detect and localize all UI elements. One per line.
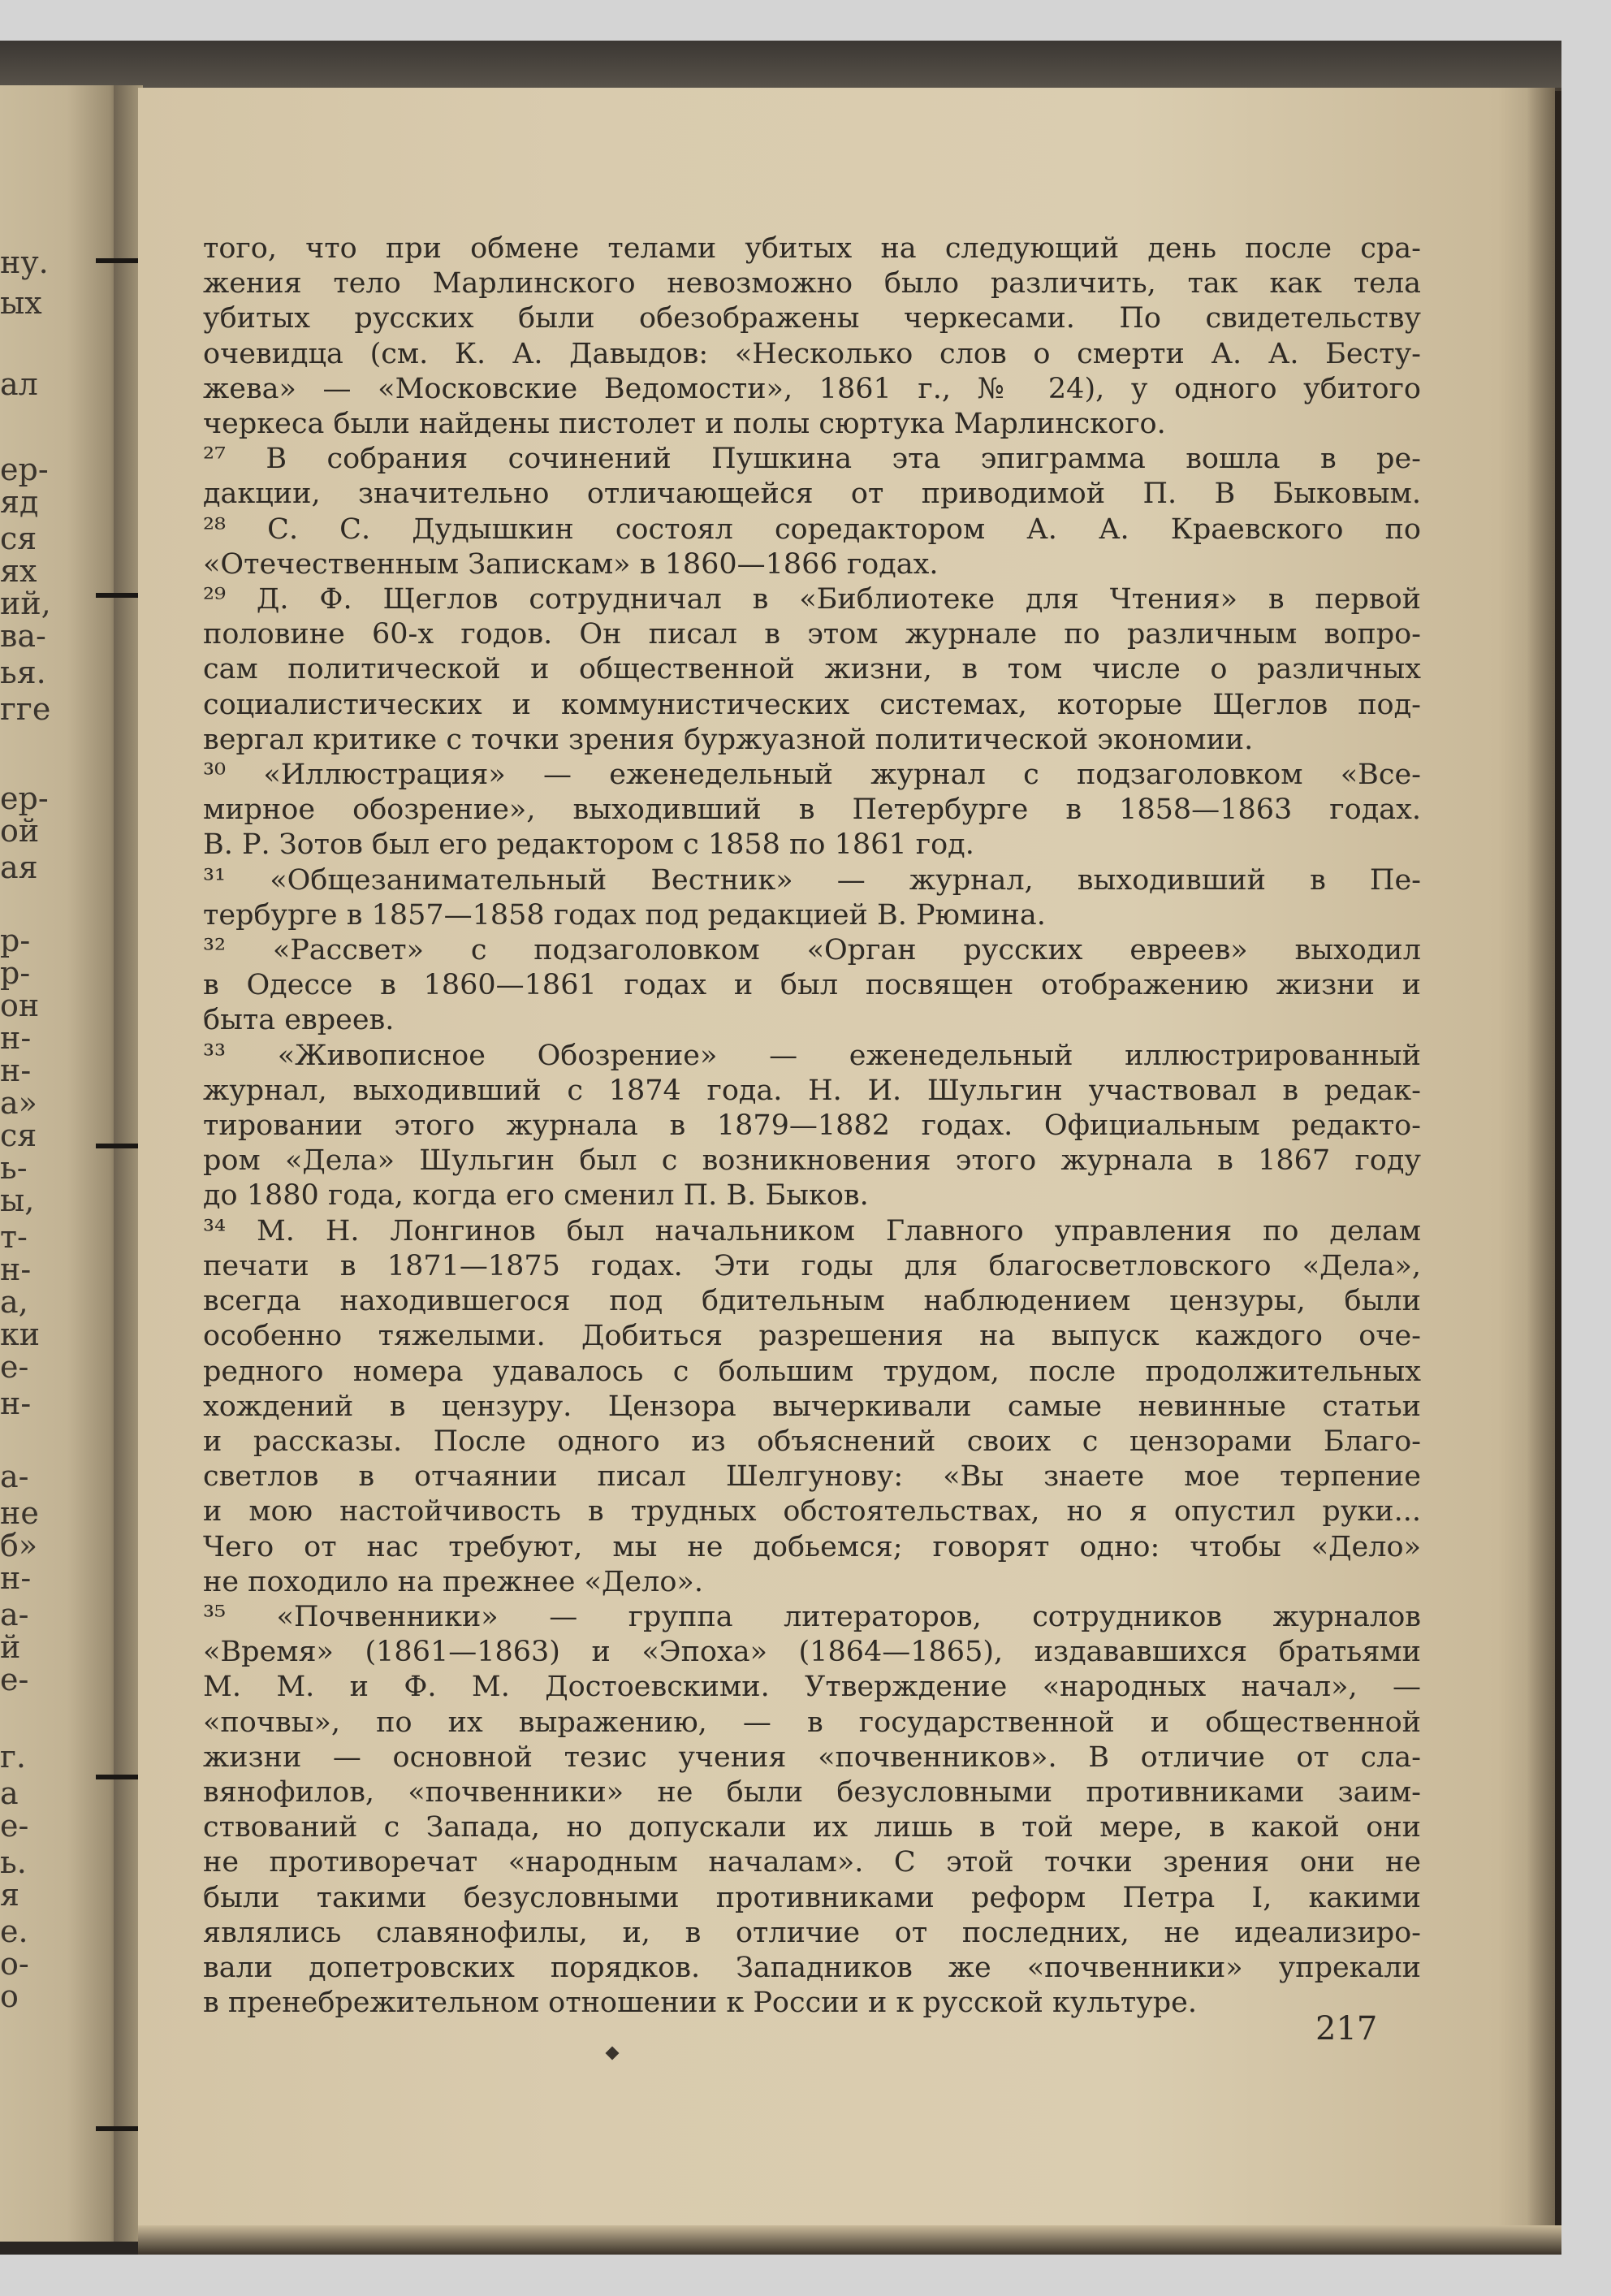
text-line: ³² «Рассвет» с подзаголовком «Орган русских евреев» выходил (203, 934, 1421, 967)
text-line: не походило на прежнее «Дело». (203, 1565, 703, 1598)
left-page-fragment: ся (0, 1118, 37, 1153)
left-page-fragment: й (0, 1629, 21, 1665)
text-line: сам политической и общественной жизни, в том числе о различных (203, 653, 1421, 686)
left-page-fragment: е. (0, 1913, 28, 1949)
left-page-fragment: а- (0, 1597, 29, 1632)
text-line: особенно тяжелыми. Добиться разрешения на выпуск каждого оче- (203, 1320, 1421, 1353)
text-line: вянофилов, «почвенники» не были безусловными противниками заим- (203, 1775, 1421, 1809)
text-line: жева» — «Московские Ведомости», 1861 г., № 24), у одного убитого (203, 372, 1421, 405)
text-line: не противоречат «народным началам». С этой точки зрения они не (203, 1846, 1421, 1879)
left-page-fragment: ы, (0, 1183, 35, 1218)
left-page-fragment: ся (0, 521, 37, 556)
left-page-fragment: р- (0, 923, 31, 958)
left-page-fragment: ер- (0, 452, 49, 487)
left-page-fragment: а» (0, 1085, 37, 1121)
binding-thread-mark (96, 1144, 138, 1148)
text-line: ²⁷ В собрания сочинений Пушкина эта эпиграмма вошла в ре- (203, 443, 1421, 476)
left-page (0, 85, 122, 2242)
left-page-fragment: ой (0, 813, 40, 849)
left-page-fragment: о (0, 1978, 19, 2014)
text-line: ²⁸ С. С. Дудышкин состоял соредактором А. А. Краевского по (203, 512, 1421, 546)
text-line: являлись славянофилы, и, в отличие от последних, не идеализиро- (203, 1916, 1421, 1949)
text-line: дакции, значительно отличающейся от приводимой П. В Быковым. (203, 478, 1421, 511)
left-page-fragment: ая (0, 850, 38, 885)
left-page-fragment: т- (0, 1219, 28, 1255)
left-page-fragment: г. (0, 1739, 26, 1775)
text-line: всегда находившегося под бдительным наблюдением цензуры, были (203, 1285, 1421, 1318)
text-line: тировании этого журнала в 1879—1882 годах. Официальным редакто- (203, 1109, 1421, 1143)
left-page-fragment: ях (0, 553, 37, 589)
binding-thread-mark (96, 258, 138, 263)
text-line: жизни — основной тезис учения «почвенников». В отличие от сла- (203, 1740, 1421, 1774)
left-page-fragment: не (0, 1495, 39, 1531)
text-line: очевидца (см. К. А. Давыдов: «Несколько слов о смерти А. А. Бесту- (203, 337, 1421, 370)
text-line: и рассказы. После одного из объяснений своих с цензорами Благо- (203, 1425, 1421, 1458)
text-line: редного номера удавалось с большим трудом, после продолжительных (203, 1355, 1421, 1388)
left-page-fragment: е- (0, 1349, 29, 1385)
left-page-fragment: р- (0, 955, 31, 991)
text-line: убитых русских были обезображены черкесами. По свидетельству (203, 302, 1421, 335)
text-line: ³¹ «Общезанимательный Вестник» — журнал, выходивший в Пе- (203, 863, 1421, 897)
text-line: половине 60-х годов. Он писал в этом журнале по различным вопро- (203, 618, 1421, 651)
left-page-fragment: н- (0, 1252, 32, 1287)
text-line: «почвы», по их выражению, — в государственной и общественной (203, 1706, 1421, 1739)
left-page-fragment: н- (0, 1053, 32, 1088)
binding-thread-mark (96, 1775, 138, 1779)
left-page-fragment: а, (0, 1284, 28, 1320)
text-line: социалистических и коммунистических системах, которые Щеглов под- (203, 688, 1421, 721)
text-line: до 1880 года, когда его сменил П. В. Быков. (203, 1179, 869, 1213)
left-page-fragment: я (0, 1877, 19, 1913)
left-page-fragment: ер- (0, 780, 49, 816)
text-line: ром «Дела» Шульгин был с возникновения этого журнала в 1867 году (203, 1144, 1421, 1178)
left-page-fragment: а (0, 1775, 19, 1811)
text-line: хождений в цензуру. Цензора вычеркивали самые невинные статьи (203, 1390, 1421, 1423)
text-line: М. М. и Ф. М. Достоевскими. Утверждение «народных начал», — (203, 1671, 1421, 1704)
page-number: 217 (1315, 2010, 1378, 2047)
text-line: быта евреев. (203, 1004, 395, 1037)
text-line: вали допетровских порядков. Западников же «почвенники» упрекали (203, 1951, 1421, 1984)
text-line: Чего от нас требуют, мы не добьемся; говорят одно: чтобы «Дело» (203, 1530, 1421, 1563)
left-page-fragment: н- (0, 1560, 32, 1596)
left-page-fragment: гге (0, 691, 51, 727)
left-page-fragment: е- (0, 1662, 29, 1697)
left-page-fragment: ва- (0, 618, 46, 654)
text-line: «Отечественным Запискам» в 1860—1866 годах. (203, 547, 939, 581)
left-page-fragment: ых (0, 285, 42, 321)
left-page-fragment: ь. (0, 1844, 27, 1880)
left-page-fragment: е- (0, 1808, 29, 1844)
text-line: печати в 1871—1875 годах. Эти годы для благосветловского «Дела», (203, 1249, 1421, 1282)
text-line: журнал, выходивший с 1874 года. Н. И. Шульгин участвовал в редак- (203, 1074, 1421, 1107)
text-line: «Время» (1861—1863) и «Эпоха» (1864—1865), издававшихся братьями (203, 1636, 1421, 1669)
left-page-fragment: ки (0, 1317, 41, 1352)
text-line: в пренебрежительном отношении к России и к русской культуре. (203, 1987, 1197, 2020)
left-page-fragment: а- (0, 1459, 29, 1494)
left-page-fragment: он (0, 988, 40, 1023)
text-line: ³⁵ «Почвенники» — группа литераторов, сотрудников журналов (203, 1600, 1421, 1633)
left-page-fragment: ий, (0, 586, 51, 621)
text-line: черкеса были найдены пистолет и полы сюртука Марлинского. (203, 408, 1166, 441)
book-bottom-edge (138, 2225, 1561, 2255)
text-line: того, что при обмене телами убитых на следующий день после сра- (203, 232, 1421, 265)
text-line: ²⁹ Д. Ф. Щеглов сотрудничал в «Библиотеке для Чтения» в первой (203, 583, 1421, 616)
left-page-fragment: о- (0, 1946, 29, 1982)
left-page-fragment: н- (0, 1386, 32, 1421)
text-line: были такими безусловными противниками реформ Петра I, какими (203, 1881, 1421, 1914)
binding-thread-mark (96, 2126, 138, 2131)
footnotes-text (203, 231, 1421, 2021)
left-page-fragment: ал (0, 366, 38, 402)
left-page-fragment: б» (0, 1528, 38, 1563)
binding-thread-mark (96, 593, 138, 598)
left-page-fragment: ну. (0, 244, 49, 280)
text-line: тербурге в 1857—1858 годах под редакцией В. Рюмина. (203, 898, 1046, 932)
left-page-fragment: ь- (0, 1150, 28, 1186)
text-line: в Одессе в 1860—1861 годах и был посвящен отображению жизни и (203, 969, 1421, 1002)
text-line: вергал критике с точки зрения буржуазной политической экономии. (203, 723, 1254, 756)
right-page-edge-shadow (1527, 88, 1561, 2242)
text-line: светлов в отчаянии писал Шелгунову: «Вы знаете мое терпение (203, 1460, 1421, 1494)
text-line: ³⁴ М. Н. Лонгинов был начальником Главного управления по делам (203, 1214, 1421, 1247)
text-line: ствований с Запада, но допускали их лишь в той мере, в какой они (203, 1811, 1421, 1844)
left-page-fragment: н- (0, 1020, 32, 1056)
text-line: ³³ «Живописное Обозрение» — еженедельный иллюстрированный (203, 1039, 1421, 1072)
book-top-edge (0, 41, 1561, 91)
text-line: В. Р. Зотов был его редактором с 1858 по 1861 год. (203, 828, 974, 862)
text-line: и мою настойчивость в трудных обстоятельствах, но я опустил руки... (203, 1495, 1421, 1529)
left-page-fragment: яд (0, 484, 39, 520)
text-line: мирное обозрение», выходивший в Петербурге в 1858—1863 годах. (203, 793, 1421, 827)
text-line: ³⁰ «Иллюстрация» — еженедельный журнал с подзаголовком «Все- (203, 759, 1421, 792)
text-line: жения тело Марлинского невозможно было различить, так как тела (203, 267, 1421, 301)
left-page-fragment: ья. (0, 655, 46, 690)
